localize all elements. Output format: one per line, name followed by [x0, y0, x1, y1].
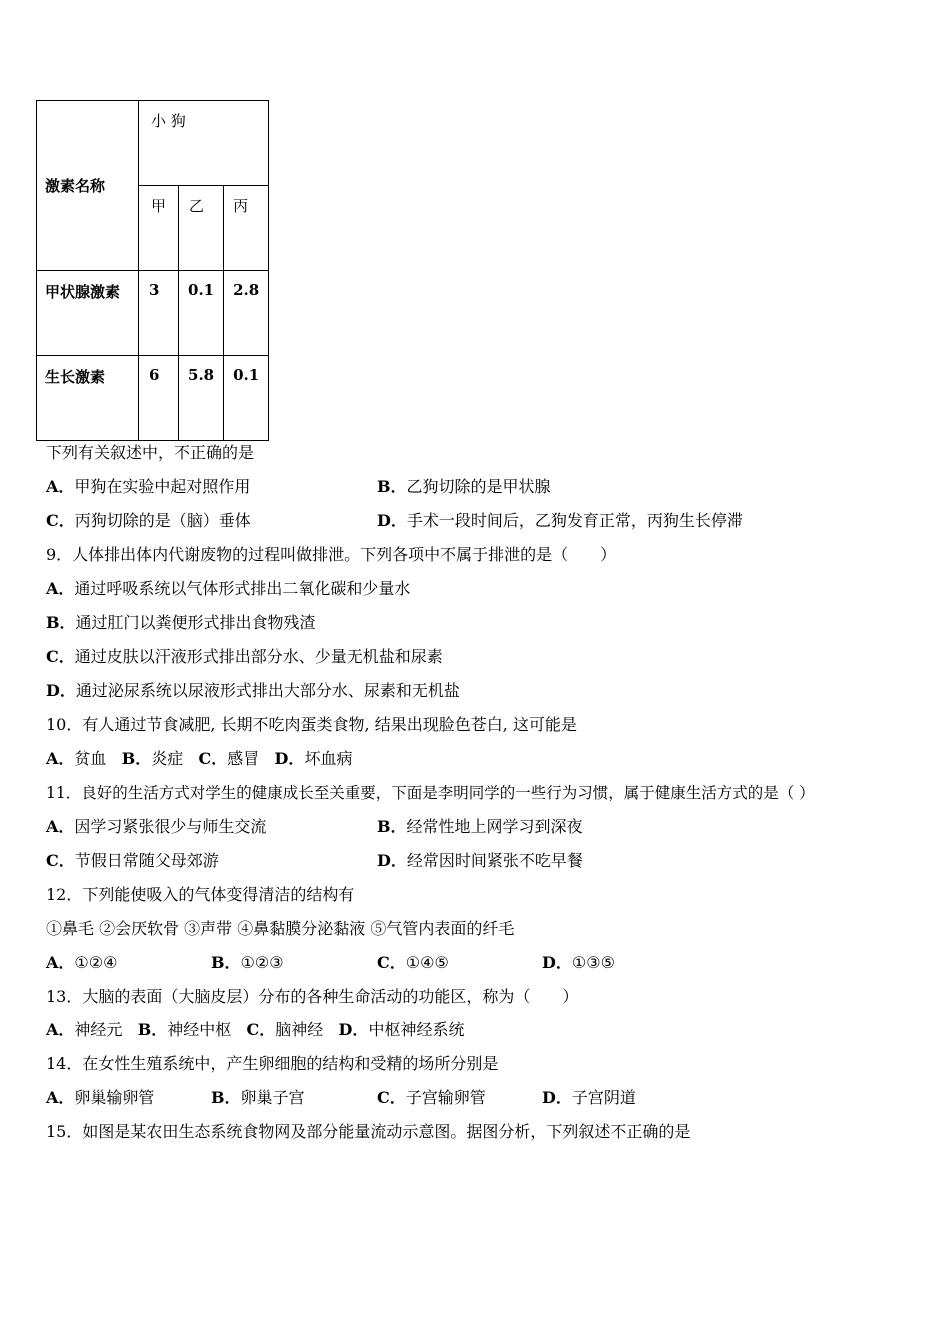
table-row	[37, 356, 269, 441]
q13-option-a: A．神经元	[46, 1020, 123, 1039]
table-cell-name: 甲状腺激素	[37, 271, 139, 356]
table-cell: 5.8	[179, 356, 224, 441]
q8-option-b: B．乙狗切除的是甲状腺	[377, 477, 551, 496]
q10-option-d: D．坏血病	[274, 749, 353, 768]
table-cell: 3	[139, 271, 179, 356]
q8-option-a: A．甲狗在实验中起对照作用	[46, 477, 251, 496]
q9-option-d: D．通过泌尿系统以尿液形式排出大部分水、尿素和无机盐	[46, 681, 460, 700]
table-cell-name: 生长激素	[37, 356, 139, 441]
q8-option-c: C．丙狗切除的是（脑）垂体	[46, 511, 251, 530]
q12-option-d: D．①③⑤	[542, 953, 615, 972]
q14-option-a: A．卵巢输卵管	[46, 1088, 155, 1107]
table-row	[37, 271, 269, 356]
q9-option-c: C．通过皮肤以汗液形式排出部分水、少量无机盐和尿素	[46, 647, 443, 666]
q11-option-c: C．节假日常随父母郊游	[46, 851, 219, 870]
table-header-group-cell	[139, 101, 269, 186]
q12-option-c: C．①④⑤	[377, 953, 449, 972]
q14-option-d: D．子宫阴道	[542, 1088, 636, 1107]
table-cell: 0.1	[179, 271, 224, 356]
table-header-group: 小 狗	[151, 112, 186, 130]
q13-stem: 13．大脑的表面（大脑皮层）分布的各种生命活动的功能区，称为（ ）	[46, 987, 579, 1006]
q12-items: ①鼻毛 ②会厌软骨 ③声带 ④鼻黏膜分泌黏液 ⑤气管内表面的纤毛	[46, 919, 515, 938]
hormone-table	[36, 100, 269, 441]
q13-options	[46, 1020, 464, 1040]
q11-stem: 11．良好的生活方式对学生的健康成长至关重要，下面是李明同学的一些行为习惯，属于健康生活方式的是（ ）	[46, 784, 815, 802]
q8-option-d: D．手术一段时间后，乙狗发育正常，丙狗生长停滞	[377, 511, 743, 530]
q10-option-a: A．贫血	[46, 749, 107, 768]
q13-option-d: D．中枢神经系统	[338, 1020, 465, 1039]
q11-option-d: D．经常因时间紧张不吃早餐	[377, 851, 583, 870]
q13-option-c: C．脑神经	[246, 1020, 324, 1039]
q14-option-b: B．卵巢子宫	[211, 1088, 305, 1107]
q9-stem: 9．人体排出体内代谢废物的过程叫做排泄。下列各项中不属于排泄的是（ ）	[46, 545, 617, 564]
q11-option-b: B．经常性地上网学习到深夜	[377, 817, 583, 836]
table-header-name: 激素名称	[45, 177, 106, 195]
q10-stem: 10．有人通过节食减肥, 长期不吃肉蛋类食物, 结果出现脸色苍白, 这可能是	[46, 715, 577, 734]
q9-option-b: B．通过肛门以粪便形式排出食物残渣	[46, 613, 316, 632]
table-dog-header: 乙	[179, 186, 224, 271]
q11-options-row1	[46, 817, 906, 837]
table-cell: 6	[139, 356, 179, 441]
table-header-name-cell	[37, 101, 139, 271]
q15-stem: 15．如图是某农田生态系统食物网及部分能量流动示意图。据图分析，下列叙述不正确的是	[46, 1122, 691, 1141]
q13-option-b: B．神经中枢	[137, 1020, 232, 1039]
q12-option-b: B．①②③	[211, 953, 284, 972]
q10-option-c: C．感冒	[198, 749, 260, 768]
q8-stem: 下列有关叙述中，不正确的是	[46, 443, 255, 462]
q14-options	[46, 1088, 906, 1108]
q10-option-b: B．炎症	[121, 749, 184, 768]
q14-stem: 14．在女性生殖系统中，产生卵细胞的结构和受精的场所分别是	[46, 1054, 499, 1073]
table-cell: 2.8	[224, 271, 269, 356]
q10-options	[46, 749, 352, 769]
q11-option-a: A．因学习紧张很少与师生交流	[46, 817, 267, 836]
q12-option-a: A．①②④	[46, 953, 118, 972]
q11-options-row2	[46, 851, 906, 871]
q12-stem: 12．下列能使吸入的气体变得清洁的结构有	[46, 885, 355, 904]
table-dog-header: 丙	[224, 186, 269, 271]
table-cell: 0.1	[224, 356, 269, 441]
q8-options-row2	[46, 511, 906, 531]
q14-option-c: C．子宫输卵管	[377, 1088, 486, 1107]
table-dog-header: 甲	[139, 186, 179, 271]
q8-options-row1	[46, 477, 906, 497]
q12-options	[46, 953, 906, 973]
q9-option-a: A．通过呼吸系统以气体形式排出二氧化碳和少量水	[46, 579, 411, 598]
